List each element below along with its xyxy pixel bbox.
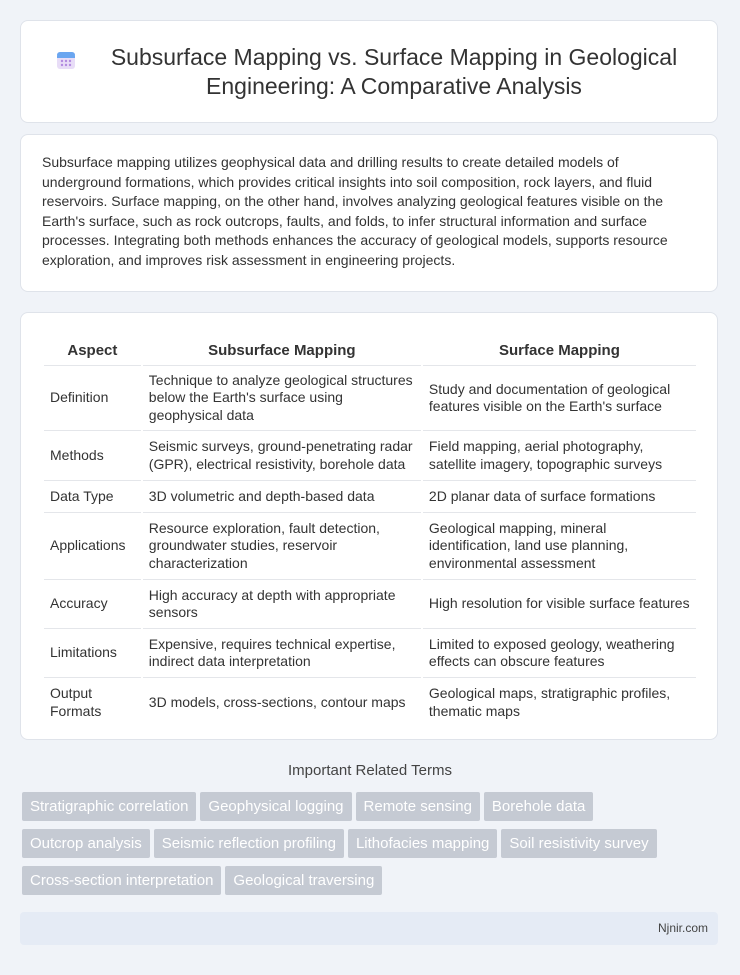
- table-row: [44, 678, 696, 727]
- related-term-tag[interactable]: Seismic reflection profiling: [154, 829, 344, 858]
- surface-cell: 2D planar data of surface formations: [423, 481, 696, 513]
- aspect-cell: Limitations: [44, 629, 141, 678]
- subsurface-cell: 3D volumetric and depth-based data: [143, 481, 421, 513]
- table-row: [44, 580, 696, 629]
- related-term-tag[interactable]: Remote sensing: [356, 792, 480, 821]
- calendar-icon: [54, 48, 78, 72]
- aspect-cell: Output Formats: [50, 685, 102, 719]
- column-header: Subsurface Mapping: [143, 333, 421, 366]
- subsurface-cell: Expensive, requires technical expertise, indirect data interpretation: [143, 629, 421, 678]
- aspect-cell: Applications: [44, 513, 141, 580]
- title-card: [20, 20, 718, 123]
- aspect-cell: Data Type: [44, 481, 141, 513]
- comparison-table-card: [20, 312, 718, 740]
- surface-cell: Limited to exposed geology, weathering effects can obscure features: [423, 629, 696, 678]
- surface-cell: High resolution for visible surface features: [423, 580, 696, 629]
- table-row: [44, 366, 696, 431]
- column-header: Aspect: [44, 333, 141, 366]
- subsurface-cell: Seismic surveys, ground-penetrating radar (GPR), electrical resistivity, borehole data: [143, 431, 421, 481]
- related-term-tag[interactable]: Outcrop analysis: [22, 829, 150, 858]
- surface-cell: Field mapping, aerial photography, satellite imagery, topographic surveys: [423, 431, 696, 481]
- table-row: [44, 629, 696, 678]
- column-header: Surface Mapping: [423, 333, 696, 366]
- related-term-tag[interactable]: Lithofacies mapping: [348, 829, 497, 858]
- summary-text: Subsurface mapping utilizes geophysical data and drilling results to create detailed models of underground formations, which provides critical insights into soil composition, rock layers, and fluid reservoirs. Surface mapping, on the other hand, involves analyzing geological features visible on the Earth's surface, such as rock outcrops, faults, and folds, to infer structural information and surface processes. Integrating both methods enhances the accuracy of geological models, supports resource exploration, and improves risk assessment in engineering projects.: [42, 154, 668, 268]
- surface-cell: Study and documentation of geological features visible on the Earth's surface: [423, 366, 696, 431]
- subsurface-cell: High accuracy at depth with appropriate sensors: [143, 580, 421, 629]
- related-term-tag[interactable]: Geological traversing: [225, 866, 382, 895]
- comparison-table: [42, 333, 698, 727]
- table-header-row: [44, 333, 696, 366]
- related-term-tag[interactable]: Stratigraphic correlation: [22, 792, 196, 821]
- related-term-tag[interactable]: Borehole data: [484, 792, 593, 821]
- related-term-tag[interactable]: Soil resistivity survey: [501, 829, 656, 858]
- aspect-cell: Definition: [44, 366, 141, 431]
- table-row: [44, 481, 696, 513]
- related-terms-title: Important Related Terms: [288, 762, 452, 779]
- footer: [20, 912, 718, 945]
- summary-card: [20, 134, 718, 292]
- table-row: [44, 431, 696, 481]
- subsurface-cell: 3D models, cross-sections, contour maps: [148, 693, 406, 710]
- surface-cell: Geological maps, stratigraphic profiles, thematic maps: [428, 685, 671, 719]
- aspect-cell: Methods: [44, 431, 141, 481]
- related-term-tag[interactable]: Geophysical logging: [200, 792, 351, 821]
- subsurface-cell: Technique to analyze geological structures below the Earth's surface using geophysical data: [143, 366, 421, 431]
- aspect-cell: Accuracy: [44, 580, 141, 629]
- related-terms-list: [22, 792, 722, 903]
- surface-cell: Geological mapping, mineral identification, land use planning, environmental assessment: [423, 513, 696, 580]
- table-row: [44, 513, 696, 580]
- subsurface-cell: Resource exploration, fault detection, groundwater studies, reservoir characterization: [143, 513, 421, 580]
- related-term-tag[interactable]: Cross-section interpretation: [22, 866, 221, 895]
- footer-site-name[interactable]: Njnir.com: [657, 921, 708, 935]
- page-title: Subsurface Mapping vs. Surface Mapping in Geological Engineering: A Comparative Analysis: [110, 44, 678, 99]
